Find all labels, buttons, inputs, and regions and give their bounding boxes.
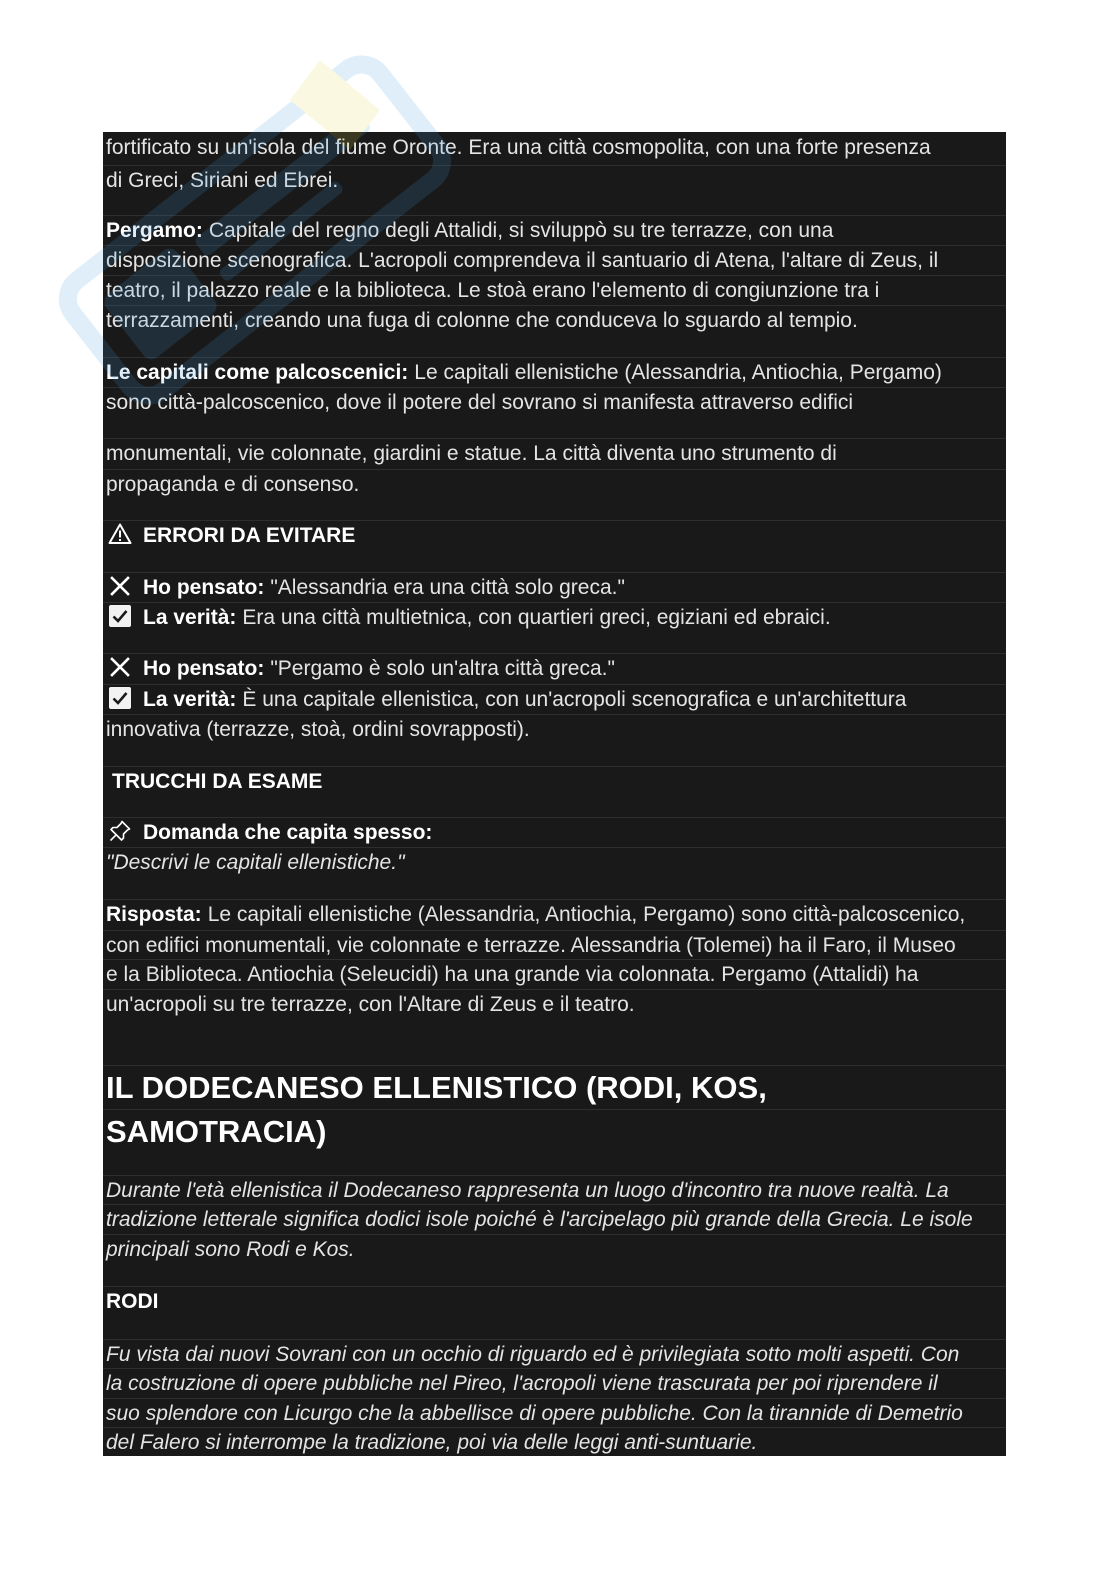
pergamo-paragraph-line <box>103 245 1006 275</box>
truth-line <box>103 602 1006 632</box>
pergamo-text: Capitale del regno degli Attalidi, si sviluppò su tre terrazze, con una <box>208 219 834 242</box>
warning-icon <box>108 522 132 546</box>
capitali-paragraph-line <box>103 387 1006 417</box>
wrong-text: "Pergamo è solo un'altra città greca." <box>270 657 615 680</box>
intro-text: principali sono Rodi e Kos. <box>106 1238 355 1261</box>
rodi-line <box>103 1398 1006 1428</box>
pergamo-text: terrazzamenti, creando una fuga di colonne che conduceva lo sguardo al tempio. <box>106 309 858 332</box>
question-line <box>103 847 1006 877</box>
pergamo-paragraph-line <box>103 215 1006 245</box>
right-text: Era una città multietnica, con quartieri greci, egiziani ed ebraici. <box>242 606 831 629</box>
answer-text: e la Biblioteca. Antiochia (Seleucidi) ha una grande via colonnata. Pergamo (Attalidi) ha <box>106 963 919 986</box>
answer-label: Risposta: <box>106 903 202 926</box>
answer-text: con edifici monumentali, vie colonnate e terrazze. Alessandria (Tolemei) ha il Faro, il Museo <box>106 934 956 957</box>
misconception-line <box>103 572 1006 602</box>
pergamo-label: Pergamo: <box>106 219 203 242</box>
right-text: innovativa (terrazze, stoà, ordini sovrapposti). <box>106 718 530 741</box>
rodi-line <box>103 1427 1006 1456</box>
rodi-line <box>103 1339 1006 1369</box>
capitali-paragraph-line <box>103 357 1006 387</box>
capitali-paragraph-line <box>103 469 1006 499</box>
capitali-text: Le capitali ellenistiche (Alessandria, Antiochia, Pergamo) <box>414 361 942 384</box>
truth-line <box>103 684 1006 714</box>
heading-text: SAMOTRACIA) <box>106 1114 327 1149</box>
x-mark-icon <box>108 655 132 679</box>
answer-text: Le capitali ellenistiche (Alessandria, Antiochia, Pergamo) sono città-palcoscenico, <box>207 903 966 926</box>
answer-line <box>103 989 1006 1019</box>
errori-title: ERRORI DA EVITARE <box>143 524 356 547</box>
rodi-text: del Falero si interrompe la tradizione, poi via delle leggi anti-suntuarie. <box>106 1431 758 1454</box>
checked-box-icon <box>108 686 132 710</box>
checked-box-icon <box>108 604 132 628</box>
section-heading <box>103 1109 1006 1153</box>
rodi-line <box>103 1368 1006 1398</box>
question-heading-line <box>103 817 1006 847</box>
pergamo-text: teatro, il palazzo reale e la biblioteca. Le stoà erano l'elemento di congiunzione tra i <box>106 279 880 302</box>
intro-text: Durante l'età ellenistica il Dodecaneso rappresenta un luogo d'incontro tra nuove realtà. La <box>106 1179 949 1202</box>
truth-line <box>103 714 1006 744</box>
capitali-label: Le capitali come palcoscenici: <box>106 361 409 384</box>
rodi-text: Fu vista dai nuovi Sovrani con un occhio di riguardo ed è privilegiata sotto molti aspetti. Con <box>106 1343 960 1366</box>
answer-text: un'acropoli su tre terrazze, con l'Altare di Zeus e il teatro. <box>106 993 635 1016</box>
dodecaneso-intro-line <box>103 1175 1006 1205</box>
capitali-paragraph-line <box>103 438 1006 468</box>
capitali-text: propaganda e di consenso. <box>106 473 360 496</box>
heading-text: IL DODECANESO ELLENISTICO (RODI, KOS, <box>106 1070 767 1105</box>
capitali-text: monumentali, vie colonnate, giardini e statue. La città diventa uno strumento di <box>106 442 837 465</box>
dodecaneso-intro-line <box>103 1234 1006 1264</box>
capitali-text: sono città-palcoscenico, dove il potere del sovrano si manifesta attraverso edifici <box>106 391 854 414</box>
antiochia-text: di Greci, Siriani ed Ebrei. <box>106 169 339 192</box>
trucchi-section-title <box>103 766 1006 796</box>
answer-line <box>103 930 1006 960</box>
wrong-text: "Alessandria era una città solo greca." <box>270 576 625 599</box>
section-heading <box>103 1065 1006 1109</box>
dodecaneso-intro-line <box>103 1204 1006 1234</box>
pergamo-paragraph-line <box>103 275 1006 305</box>
rodi-text: suo splendore con Licurgo che la abbellisce di opere pubbliche. Con la tirannide di Demetrio <box>106 1402 963 1425</box>
pergamo-text: disposizione scenografica. L'acropoli comprendeva il santuario di Atena, l'altare di Zeus, il <box>106 249 939 272</box>
wrong-label: Ho pensato: <box>143 657 265 680</box>
trucchi-title: TRUCCHI DA ESAME <box>112 770 323 793</box>
rodi-title-line <box>103 1286 1006 1316</box>
right-text: È una capitale ellenistica, con un'acropoli scenografica e un'architettura <box>242 688 907 711</box>
answer-line <box>103 899 1006 929</box>
rodi-title: RODI <box>106 1290 159 1313</box>
text-line <box>103 165 1006 195</box>
rodi-text: la costruzione di opere pubbliche nel Pireo, l'acropoli viene trascurata per poi riprendere il <box>106 1372 938 1395</box>
misconception-line <box>103 653 1006 683</box>
right-label: La verità: <box>143 606 237 629</box>
x-mark-icon <box>108 574 132 598</box>
right-label: La verità: <box>143 688 237 711</box>
wrong-label: Ho pensato: <box>143 576 265 599</box>
pergamo-paragraph-line <box>103 305 1006 335</box>
antiochia-text: fortificato su un'isola del fiume Oronte. Era una città cosmopolita, con una forte presenza <box>106 136 931 159</box>
text-line <box>103 133 1006 163</box>
errori-section-title <box>103 520 1006 550</box>
pushpin-icon <box>108 819 132 843</box>
question-text: "Descrivi le capitali ellenistiche." <box>106 851 405 874</box>
intro-text: tradizione letterale significa dodici isole poiché è l'arcipelago più grande della Grecia. Le isole <box>106 1208 973 1231</box>
question-label: Domanda che capita spesso: <box>143 821 433 844</box>
document-panel <box>103 132 1006 1456</box>
answer-line <box>103 959 1006 989</box>
